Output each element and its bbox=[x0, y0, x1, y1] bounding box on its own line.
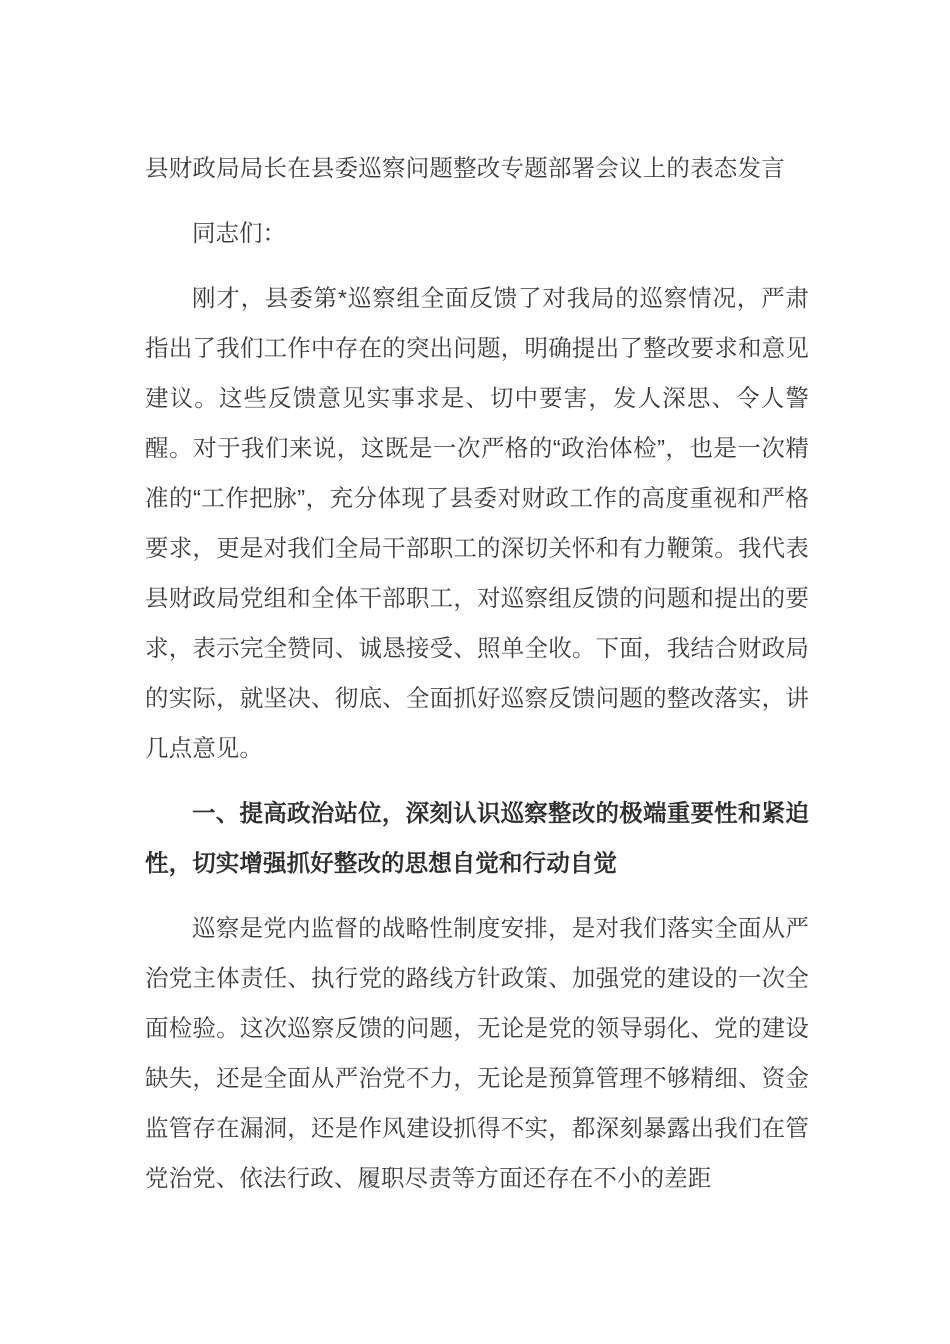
section-one-body-paragraph: 巡察是党内监督的战略性制度安排，是对我们落实全面从严治党主体责任、执行党的路线方针政策、加强党的建设的一次全面检验。这次巡察反馈的问题，无论是党的领导弱化、党的建设缺失，还是全面从严治党不力，无论是预算管理不够精细、资金监管存在漏洞，还是作风建设抓得不实，都深刻暴露出我们在管党治党、依法行政、履职尽责等方面还存在不小的差距 bbox=[145, 915, 809, 1191]
salutation: 同志们： bbox=[192, 220, 286, 246]
section-heading-one: 一、提高政治站位，深刻认识巡察整改的极端重要性和紧迫性，切实增强抓好整改的思想自觉和行动自觉 bbox=[145, 800, 809, 876]
opening-paragraph: 刚才，县委第*巡察组全面反馈了对我局的巡察情况，严肃指出了我们工作中存在的突出问题，明确提出了整改要求和意见建议。这些反馈意见实事求是、切中要害，发人深思、令人警醒。对于我们来说，这既是一次严格的“政治体检”，也是一次精准的“工作把脉”，充分体现了县委对财政工作的高度重视和严格要求，更是对我们全局干部职工的深切关怀和有力鞭策。我代表县财政局党组和全体干部职工，对巡察组反馈的问题和提出的要求，表示完全赞同、诚恳接受、照单全收。下面，我结合财政局的实际，就坚决、彻底、全面抓好巡察反馈问题的整改落实，讲几点意见。 bbox=[145, 285, 809, 761]
page-title: 县财政局局长在县委巡察问题整改专题部署会议上的表态发言 bbox=[145, 155, 785, 181]
document-body bbox=[145, 143, 809, 1203]
